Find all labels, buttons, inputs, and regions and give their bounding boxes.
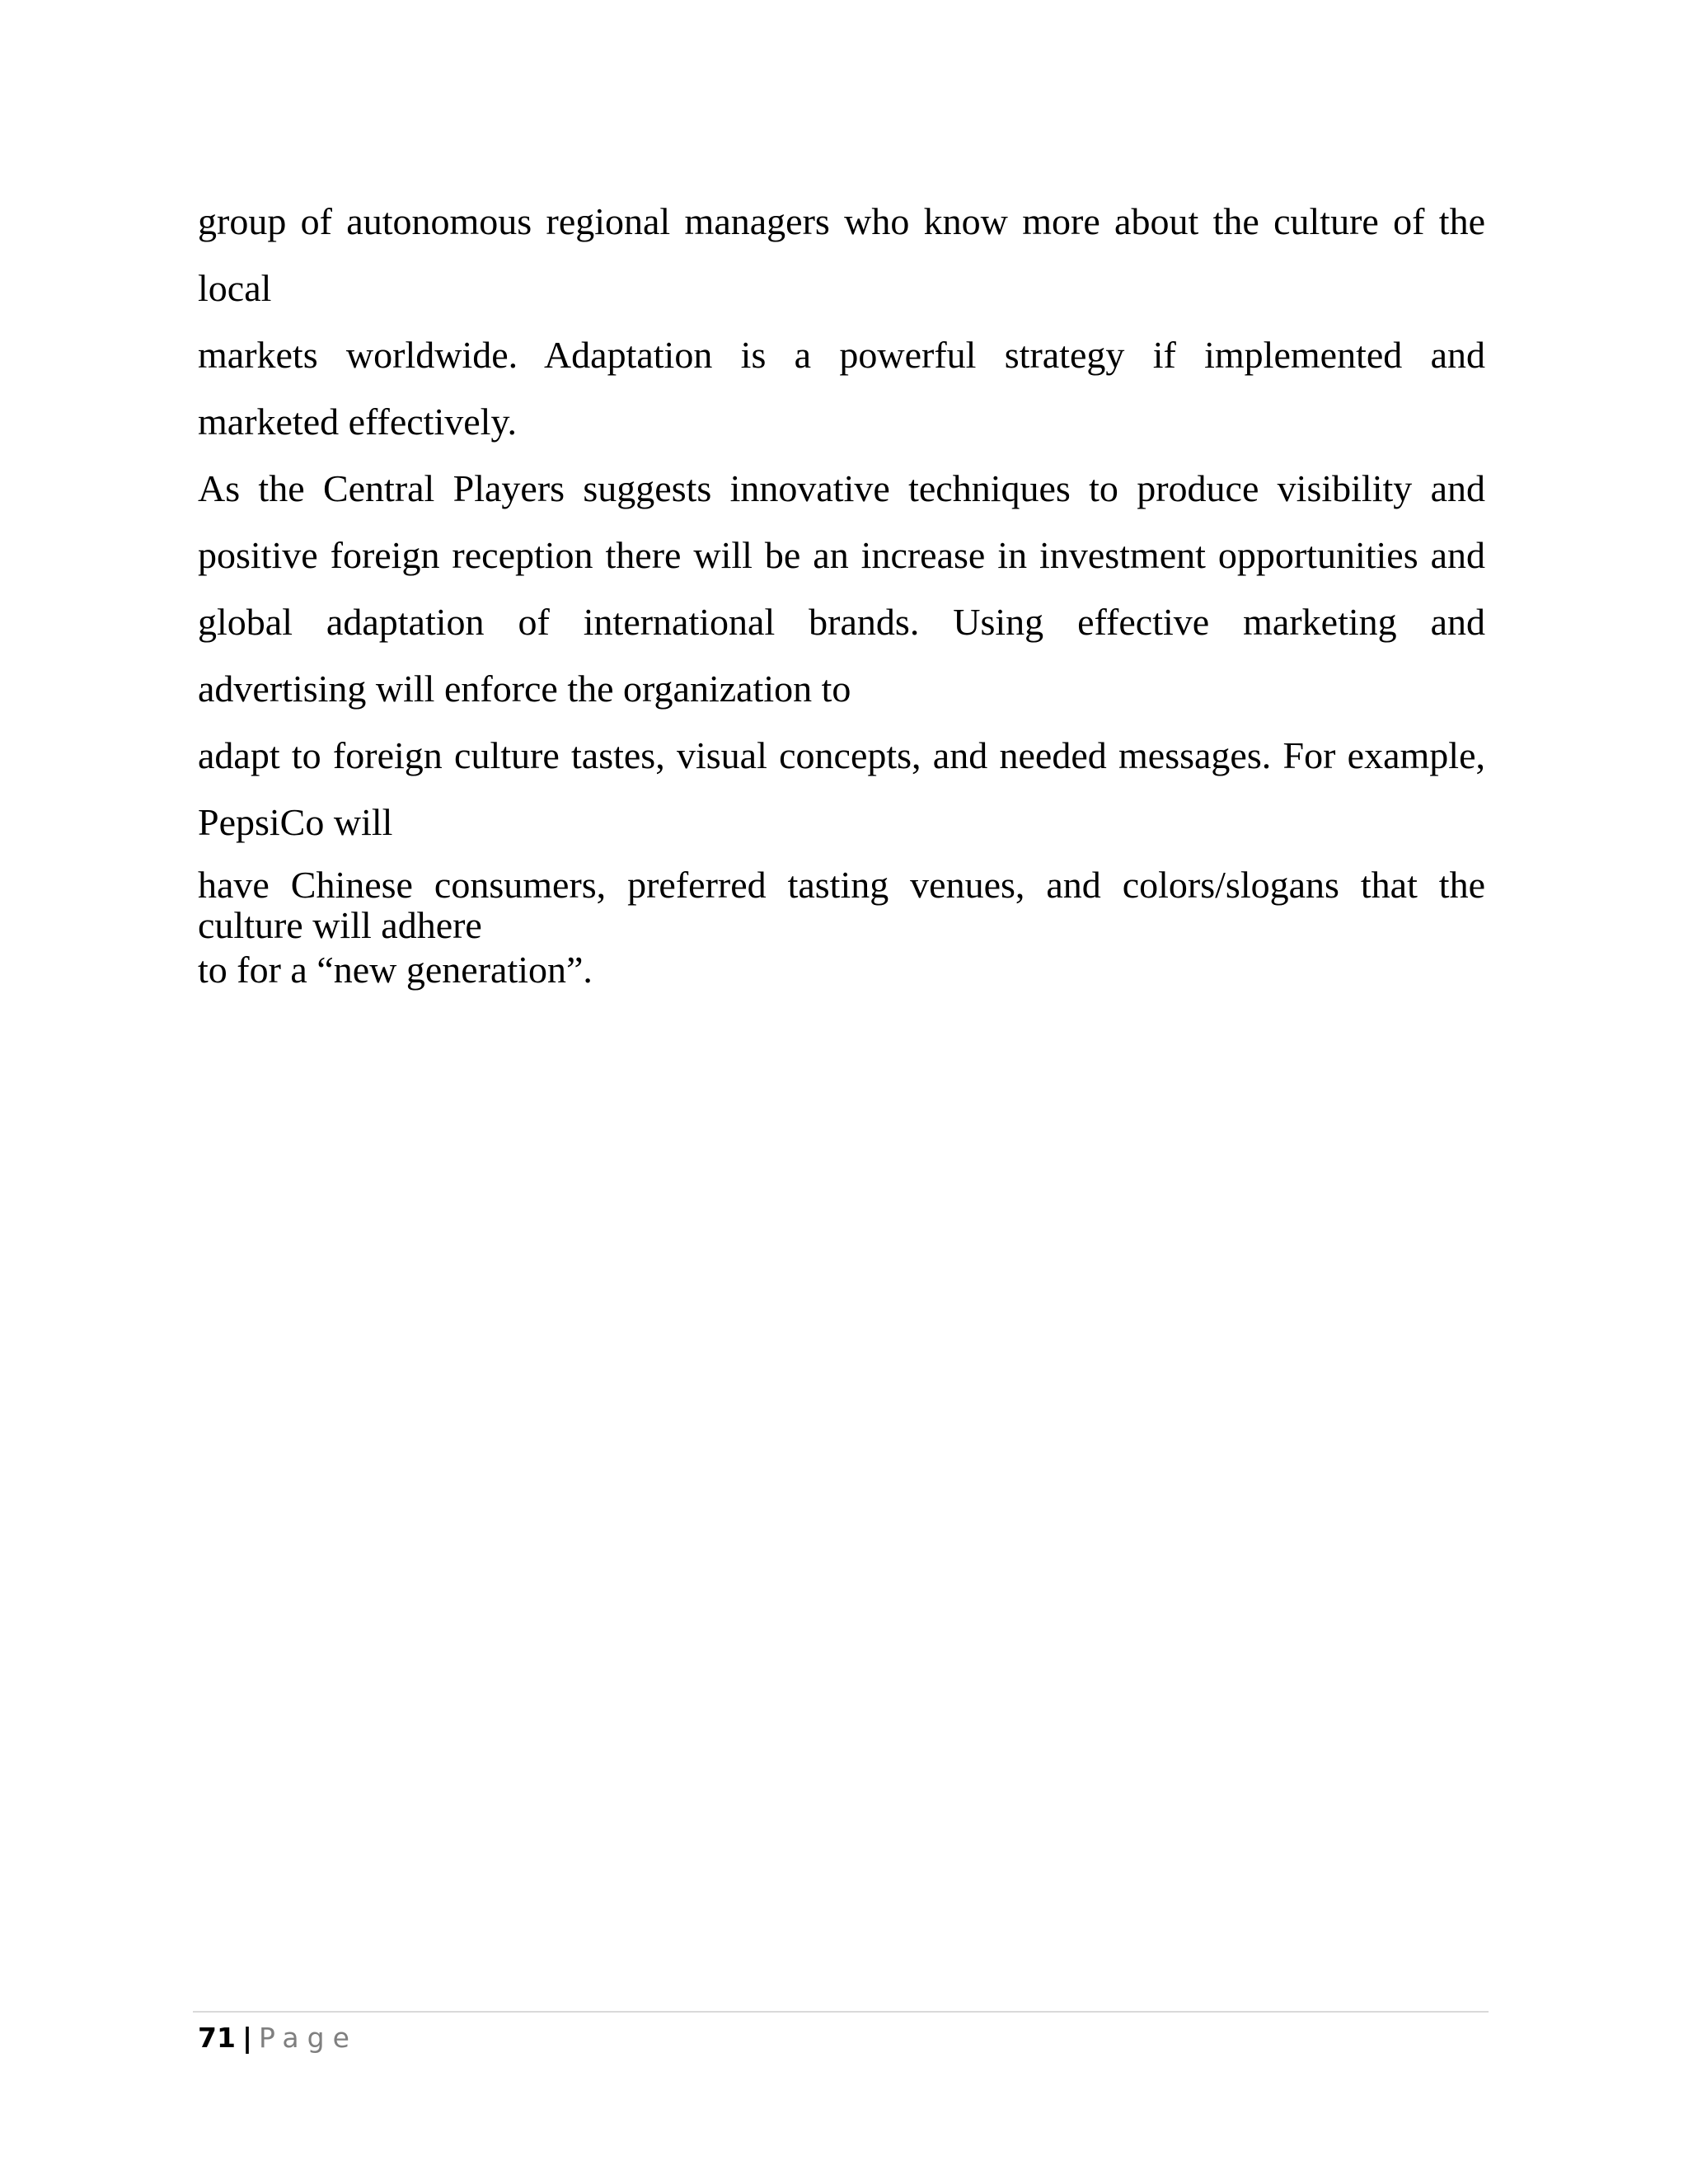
footer-divider: [193, 2011, 1489, 2013]
text-line: group of autonomous regional managers who know more about the culture of the: [198, 200, 1485, 242]
text-line: global adaptation of international brands. Using effective marketing and: [198, 601, 1485, 643]
text-line: markets worldwide. Adaptation is a powerful strategy if implemented and: [198, 334, 1485, 376]
text-line: to for a “new generation”.: [198, 949, 593, 991]
page-number: 71: [198, 2022, 236, 2054]
text-line: As the Central Players suggests innovative techniques to produce visibility and: [198, 467, 1485, 509]
page-label: Page: [259, 2022, 358, 2054]
footer-separator: |: [241, 2022, 252, 2054]
text-line: PepsiCo will: [198, 801, 393, 843]
text-line: have Chinese consumers, preferred tasting venues, and colors/slogans that the: [198, 864, 1485, 906]
text-line: advertising will enforce the organization to: [198, 668, 851, 710]
page-footer: [198, 2018, 358, 2059]
text-line: local: [198, 267, 272, 309]
text-line: positive foreign reception there will be an increase in investment opportunities and: [198, 534, 1485, 576]
body-paragraph: [198, 188, 1485, 992]
text-line: adapt to foreign culture tastes, visual concepts, and needed messages. For example,: [198, 734, 1485, 776]
text-line: marketed effectively.: [198, 401, 517, 443]
text-line: culture will adhere: [198, 904, 482, 946]
